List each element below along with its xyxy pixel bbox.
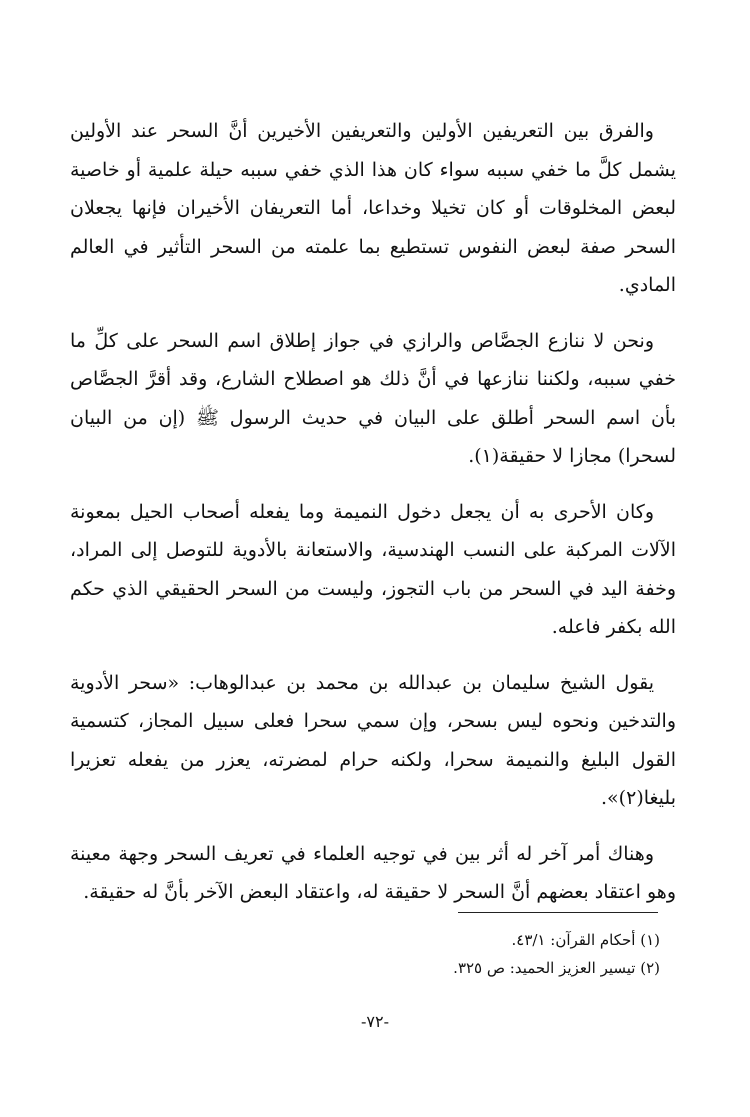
paragraph-4: يقول الشيخ سليمان بن عبدالله بن محمد بن عبدالوهاب: «سحر الأدوية والتدخين ونحوه ليس بسحر، وإن سمي سحرا فعلى سبيل المجاز، كتسمية القول البليغ والنميمة سحرا، ولكنه حرام لمضرته، يعزر من يفعله تعزيرا بليغا(٢)».: [70, 671, 676, 809]
footnote-divider: [458, 912, 658, 913]
paragraph-1: والفرق بين التعريفين الأولين والتعريفين الأخيرين أنَّ السحر عند الأولين يشمل كلَّ ما خفي سببه سواء كان هذا الذي خفي سببه حيلة علمية أو خاصية لبعض المخلوقات أو كان تخيلا وخداعا، أما التعريفان الأخيران فإنها يجعلان السحر صفة لبعض النفوس تستطيع بما علمته من السحر التأثير في العالم المادي.: [70, 120, 676, 296]
paragraph-2: ونحن لا ننازع الجصَّاص والرازي في جواز إطلاق اسم السحر على كلِّ ما خفي سببه، ولكننا ننازعها في أنَّ ذلك هو اصطلاح الشارع، وقد أقرَّ الجصَّاص بأن اسم السحر أطلق على البيان في حديث الرسول ﷺ (إن من البيان لسحرا) مجازا لا حقيقة(١).: [70, 329, 676, 467]
footnotes: [240, 926, 660, 982]
footnote-1: (١) أحكام القرآن: ٤٣/١.: [511, 931, 660, 949]
footnote-2: (٢) تيسير العزيز الحميد: ص ٣٢٥.: [453, 959, 660, 977]
paragraph-3: وكان الأحرى به أن يجعل دخول النميمة وما يفعله أصحاب الحيل بمعونة الآلات المركبة على النسب الهندسية، والاستعانة بالأدوية للتوصل إلى المراد، وخفة اليد في السحر من باب التجوز، وليست من السحر الحقيقي الذي حكم الله بكفر فاعله.: [70, 500, 676, 638]
page-number: -٧٢-: [361, 1012, 389, 1031]
paragraph-5: وهناك أمر آخر له أثر بين في توجيه العلماء في تعريف السحر وجهة معينة وهو اعتقاد بعضهم أنَّ السحر لا حقيقة له، واعتقاد البعض الآخر بأنَّ له حقيقة.: [70, 842, 676, 903]
page-body: [70, 112, 676, 929]
